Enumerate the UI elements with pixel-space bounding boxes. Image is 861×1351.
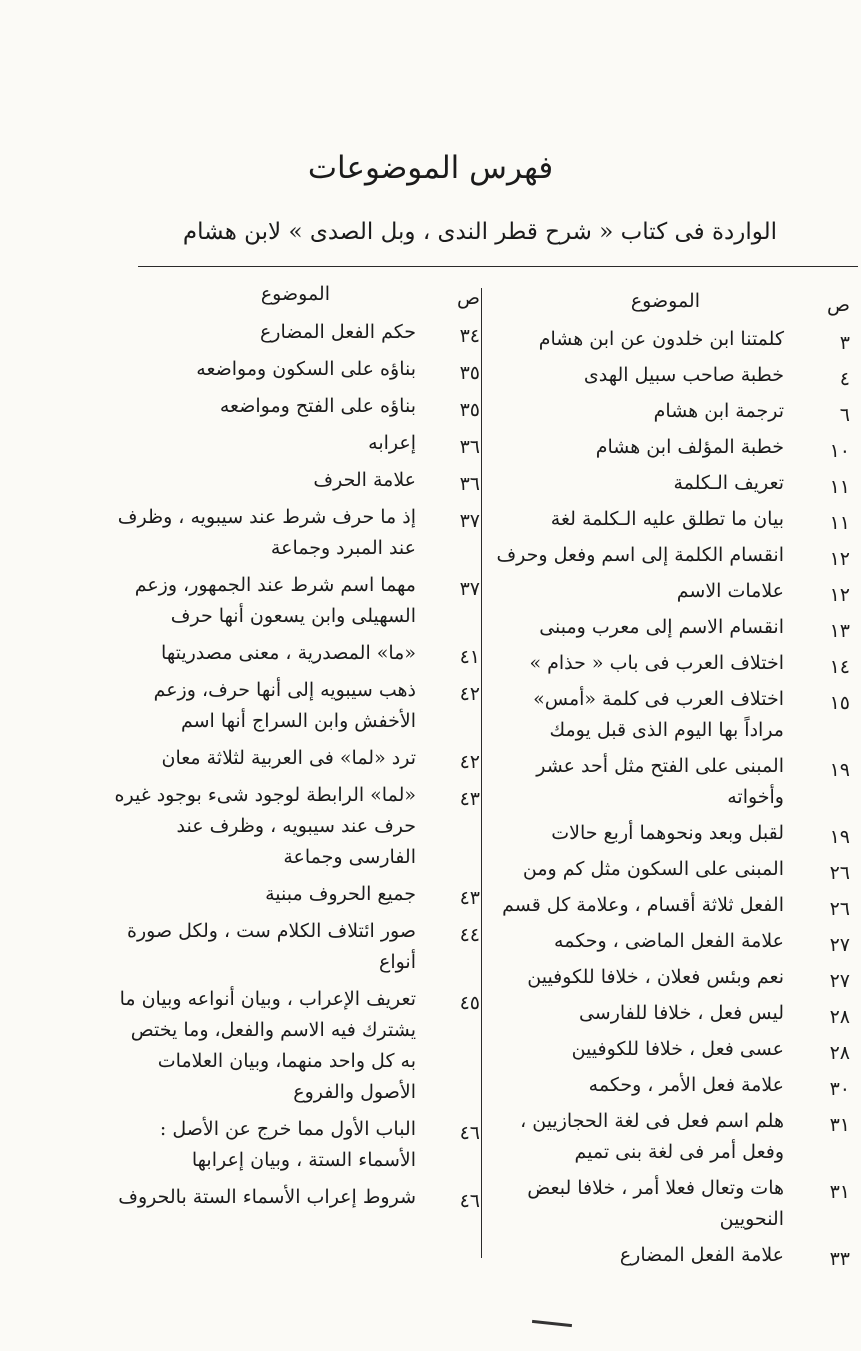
entry-page-number: ١٩ <box>829 826 850 848</box>
index-entry <box>110 391 480 422</box>
entry-topic: ترد «لما» فى العربية لثلاثة معان <box>161 747 416 769</box>
index-entry <box>490 540 850 571</box>
index-entry <box>490 612 850 643</box>
entry-page-number: ٣١ <box>829 1114 850 1136</box>
entry-topic: حكم الفعل المضارع <box>259 321 416 343</box>
entry-topic: لقبل وبعد ونحوهما أربع حالات <box>551 822 784 844</box>
entry-topic: كلمتنا ابن خلدون عن ابن هشام <box>538 328 784 350</box>
entry-page-number: ٣٠ <box>829 1078 850 1100</box>
index-entry <box>490 890 850 921</box>
index-entry <box>110 428 480 459</box>
entry-topic: الباب الأول مما خرج عن الأصل : الأسماء الستة ، وبيان إعرابها <box>159 1118 416 1171</box>
index-entry <box>490 1034 850 1065</box>
entry-page-number: ١٩ <box>829 759 850 781</box>
header-rule <box>138 266 858 267</box>
entry-page-number: ٢٦ <box>829 862 850 884</box>
entry-topic: هات وتعال فعلا أمر ، خلافا لبعض النحويين <box>527 1177 784 1230</box>
entry-page-number: ٣٧ <box>459 510 480 532</box>
index-column-left <box>110 283 480 1219</box>
entry-page-number: ١٠ <box>829 440 850 462</box>
index-entry <box>490 576 850 607</box>
page-title: فهرس الموضوعات <box>307 150 554 186</box>
entry-topic: علامة الفعل الماضى ، وحكمه <box>554 930 784 952</box>
entry-topic: خطبة المؤلف ابن هشام <box>595 436 784 458</box>
entry-list <box>110 317 480 1213</box>
index-entry <box>110 317 480 348</box>
entry-topic: جميع الحروف مبنية <box>265 883 416 905</box>
index-entry <box>490 432 850 463</box>
topic-header: الموضوع <box>630 290 700 312</box>
entry-page-number: ٤٣ <box>459 887 480 909</box>
entry-page-number: ٤ <box>839 368 850 390</box>
entry-topic: نعم وبئس فعلان ، خلافا للكوفيين <box>527 966 784 988</box>
entry-page-number: ٣٧ <box>459 578 480 600</box>
entry-page-number: ٣٣ <box>829 1248 850 1270</box>
entry-topic: تعريف الإعراب ، وبيان أنواعه وبيان ما يشترك فيه الاسم والفعل، وما يختص به كل واحد منهما، وبيان العلامات الأصول والفروع <box>119 988 416 1103</box>
index-entry <box>490 1173 850 1235</box>
index-entry <box>110 780 480 873</box>
index-entry <box>110 1114 480 1176</box>
page-header: ص <box>827 294 850 316</box>
entry-page-number: ٤١ <box>459 646 480 668</box>
entry-page-number: ٤٦ <box>459 1190 480 1212</box>
index-entry <box>490 504 850 535</box>
entry-page-number: ٤٦ <box>459 1122 480 1144</box>
entry-page-number: ٢٨ <box>829 1006 850 1028</box>
entry-page-number: ٢٨ <box>829 1042 850 1064</box>
entry-topic: علامة الحرف <box>313 469 416 491</box>
index-entry <box>490 396 850 427</box>
page-header: ص <box>457 287 480 309</box>
entry-page-number: ٤٥ <box>459 992 480 1014</box>
page-subtitle: الواردة فى كتاب « شرح قطر الندى ، وبل الصدى » لابن هشام <box>182 219 778 245</box>
entry-topic: بناؤه على السكون ومواضعه <box>196 358 416 380</box>
entry-page-number: ١٢ <box>829 584 850 606</box>
entry-topic: «لما» الرابطة لوجود شىء بوجود غيره حرف عند سيبويه ، وظرف عند الفارسى وجماعة <box>114 784 416 868</box>
index-entry <box>490 1070 850 1101</box>
entry-topic: ترجمة ابن هشام <box>653 400 784 422</box>
index-entry <box>110 1182 480 1213</box>
entry-topic: المبنى على الفتح مثل أحد عشر وأخواته <box>536 755 784 808</box>
entry-topic: علامات الاسم <box>676 580 784 602</box>
index-entry <box>110 638 480 669</box>
entry-topic: بيان ما تطلق عليه الـكلمة لغة <box>550 508 784 530</box>
entry-topic: شروط إعراب الأسماء الستة بالحروف <box>118 1186 416 1208</box>
entry-page-number: ٦ <box>839 404 850 426</box>
index-entry <box>110 502 480 564</box>
index-entry <box>490 468 850 499</box>
column-header <box>490 290 850 324</box>
entry-page-number: ١٢ <box>829 548 850 570</box>
index-entry <box>110 675 480 737</box>
entry-topic: الفعل ثلاثة أقسام ، وعلامة كل قسم <box>502 894 784 916</box>
index-entry <box>490 360 850 391</box>
index-entry <box>110 916 480 978</box>
column-divider <box>481 288 482 1258</box>
entry-topic: بناؤه على الفتح ومواضعه <box>219 395 416 417</box>
entry-page-number: ١٣ <box>829 620 850 642</box>
entry-topic: «ما» المصدرية ، معنى مصدريتها <box>161 642 416 664</box>
column-header <box>110 283 480 317</box>
entry-page-number: ١٥ <box>829 692 850 714</box>
entry-page-number: ٢٧ <box>829 934 850 956</box>
entry-topic: مهما اسم شرط عند الجمهور، وزعم السهيلى وابن يسعون أنها حرف <box>134 574 416 627</box>
index-entry <box>490 684 850 746</box>
index-entry <box>490 926 850 957</box>
entry-page-number: ١٤ <box>829 656 850 678</box>
index-entry <box>110 879 480 910</box>
entry-page-number: ١١ <box>829 476 850 498</box>
entry-topic: خطبة صاحب سبيل الهدى <box>583 364 784 386</box>
page-mark <box>532 1320 572 1327</box>
entry-topic: عسى فعل ، خلافا للكوفيين <box>571 1038 784 1060</box>
entry-topic: اختلاف العرب فى باب « حذام » <box>529 652 784 674</box>
entry-topic: انقسام الكلمة إلى اسم وفعل وحرف <box>496 544 784 566</box>
entry-page-number: ٢٦ <box>829 898 850 920</box>
index-entry <box>490 854 850 885</box>
entry-topic: علامة الفعل المضارع <box>619 1244 784 1266</box>
entry-topic: إعرابه <box>368 432 416 454</box>
index-entry <box>490 818 850 849</box>
index-entry <box>110 743 480 774</box>
entry-topic: اختلاف العرب فى كلمة «أمس» مراداً بها اليوم الذى قبل يومك <box>533 688 784 741</box>
index-entry <box>490 648 850 679</box>
entry-page-number: ٣١ <box>829 1181 850 1203</box>
index-entry <box>490 751 850 813</box>
index-entry <box>110 984 480 1108</box>
index-entry <box>490 1106 850 1168</box>
index-entry <box>490 324 850 355</box>
entry-page-number: ٤٤ <box>459 924 480 946</box>
entry-topic: انقسام الاسم إلى معرب ومبنى <box>539 616 784 638</box>
entry-topic: صور ائتلاف الكلام ست ، ولكل صورة أنواع <box>127 920 416 973</box>
entry-page-number: ٣٦ <box>459 436 480 458</box>
entry-topic: ليس فعل ، خلافا للفارسى <box>578 1002 784 1024</box>
index-entry <box>110 570 480 632</box>
index-entry <box>490 1240 850 1271</box>
entry-page-number: ٤٢ <box>459 751 480 773</box>
index-entry <box>490 998 850 1029</box>
index-entry <box>110 465 480 496</box>
index-entry <box>110 354 480 385</box>
topic-header: الموضوع <box>260 283 330 305</box>
entry-page-number: ٣ <box>839 332 850 354</box>
entry-page-number: ٣٥ <box>459 362 480 384</box>
entry-list <box>490 324 850 1271</box>
entry-page-number: ٤٢ <box>459 683 480 705</box>
index-column-right <box>490 290 850 1276</box>
entry-topic: المبنى على السكون مثل كم ومن <box>522 858 784 880</box>
entry-page-number: ٣٥ <box>459 399 480 421</box>
entry-topic: علامة فعل الأمر ، وحكمه <box>588 1074 784 1096</box>
entry-page-number: ١١ <box>829 512 850 534</box>
index-entry <box>490 962 850 993</box>
entry-topic: تعريف الـكلمة <box>673 472 784 494</box>
entry-page-number: ٢٧ <box>829 970 850 992</box>
entry-page-number: ٣٤ <box>459 325 480 347</box>
entry-topic: هلم اسم فعل فى لغة الحجازيين ، وفعل أمر فى لغة بنى تميم <box>520 1110 784 1163</box>
entry-page-number: ٤٣ <box>459 788 480 810</box>
entry-page-number: ٣٦ <box>459 473 480 495</box>
entry-topic: إذ ما حرف شرط عند سيبويه ، وظرف عند المبرد وجماعة <box>117 506 416 559</box>
entry-topic: ذهب سيبويه إلى أنها حرف، وزعم الأخفش وابن السراج أنها اسم <box>153 679 416 732</box>
